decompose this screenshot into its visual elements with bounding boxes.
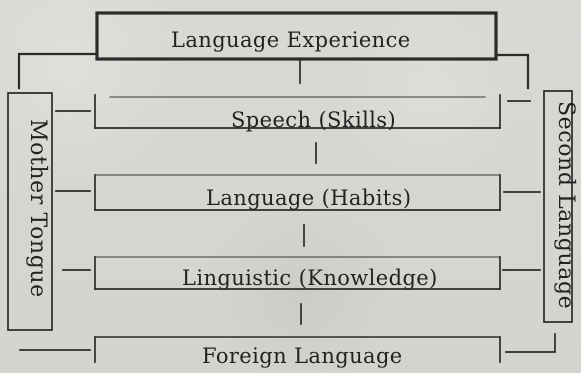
foreign-language-label: Foreign Language [202,344,403,368]
mother-tongue-label: Mother Tongue [25,119,50,298]
linguistic-knowledge-label: Linguistic (Knowledge) [182,266,438,290]
left-top-bracket [19,54,96,88]
language-habits-label: Language (Habits) [206,186,412,210]
speech-skills-label: Speech (Skills) [231,108,397,132]
second-language-label: Second Language [553,101,578,310]
right-top-bracket [496,55,528,88]
language-experience-label: Language Experience [171,28,411,52]
